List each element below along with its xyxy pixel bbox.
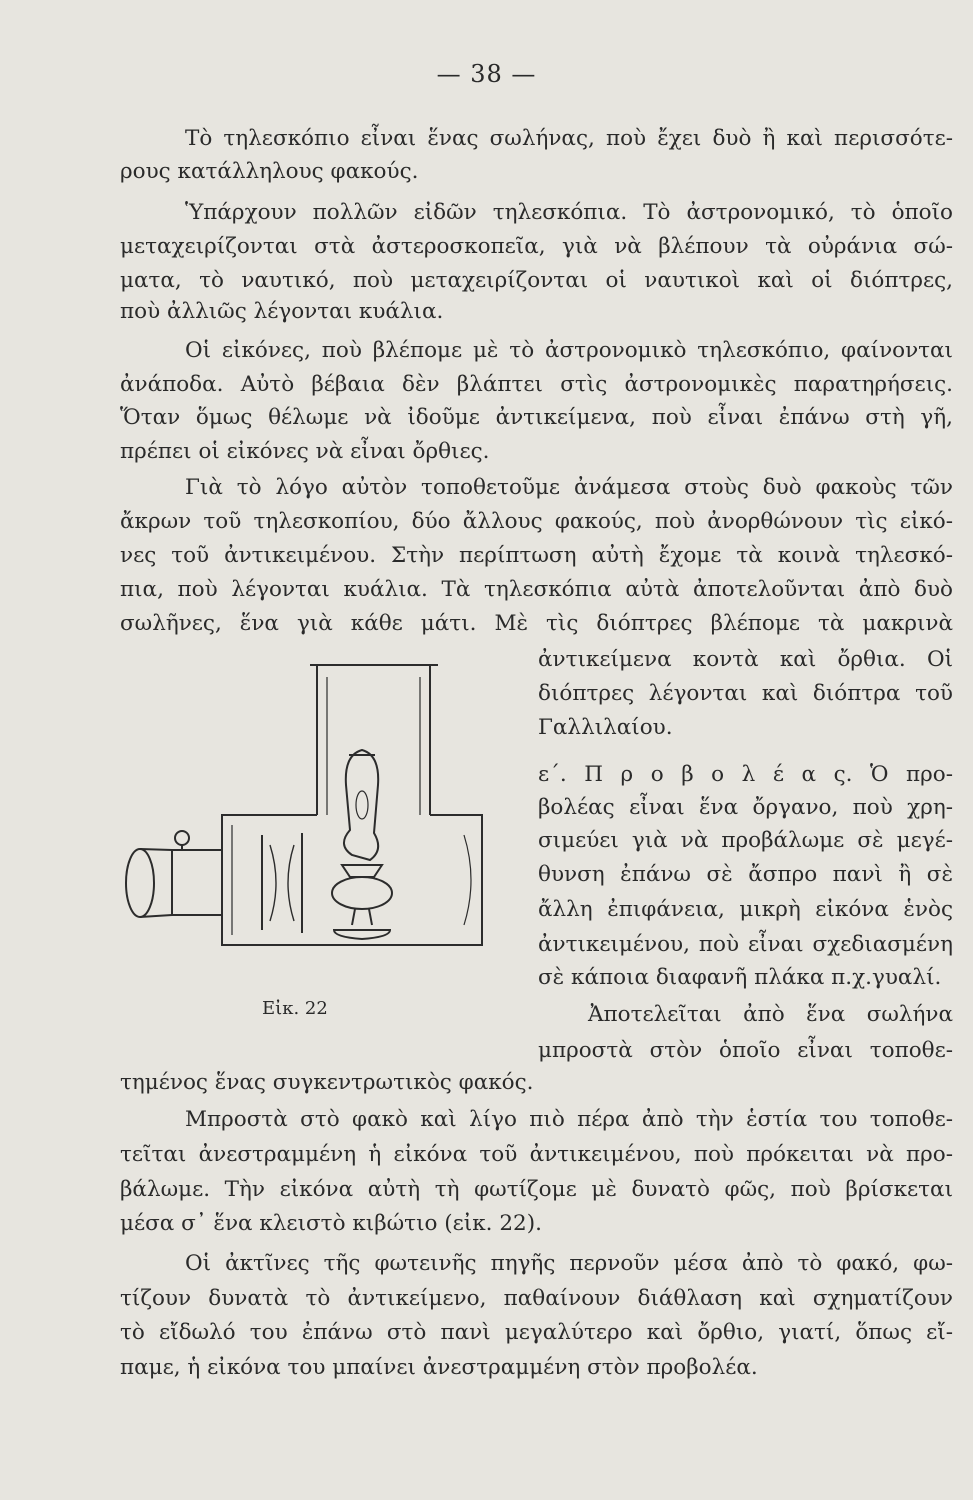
text-line: Γιὰ τὸ λόγο αὐτὸν τοποθετοῦμε ἀνάμεσα στοὺς δυὸ φακοὺς τῶν [185, 475, 953, 500]
text-line: βολέας εἶναι ἕνα ὄργανο, ποὺ χρη- [538, 795, 953, 820]
text-line: διόπτρες λέγονται καὶ διόπτρα τοῦ [538, 681, 953, 706]
text-line: Οἱ ἀκτῖνες τῆς φωτεινῆς πηγῆς περνοῦν μέσα ἀπὸ τὸ φακό, φω- [185, 1251, 953, 1276]
text-line: θυνση ἐπάνω σὲ ἄσπρο πανὶ ἢ σὲ [538, 862, 953, 887]
text-line: ἀντικειμένου, ποὺ εἶναι σχεδιασμένη [538, 932, 953, 957]
text-line: ἀνάποδα. Αὐτὸ βέβαια δὲν βλάπτει στὶς ἀστρονομικὲς παρατηρήσεις. [120, 372, 953, 397]
text-line: πια, ποὺ λέγονται κυάλια. Τὰ τηλεσκόπια αὐτὰ ἀποτελοῦνται ἀπὸ δυὸ [120, 577, 953, 602]
text-line: Ἀποτελεῖται ἀπὸ ἕνα σωλήνα [588, 1002, 953, 1027]
text-line: ποὺ ἀλλιῶς λέγονται κυάλια. [120, 299, 444, 324]
text-line: Τὸ τηλεσκόπιο εἶναι ἕνας σωλήνας, ποὺ ἔχει δυὸ ἢ καὶ περισσότε- [185, 126, 953, 151]
text-line: Μπροστὰ στὸ φακὸ καὶ λίγο πιὸ πέρα ἀπὸ τὴν ἑστία του τοποθε- [185, 1107, 953, 1132]
figure-caption: Εἰκ. 22 [262, 998, 328, 1019]
text-line: ρους κατάλληλους φακούς. [120, 159, 419, 184]
text-line: σωλῆνες, ἕνα γιὰ κάθε μάτι. Μὲ τὶς διόπτρες βλέπομε τὰ μακρινὰ [120, 611, 953, 636]
page-number: — 38 — [436, 60, 537, 88]
text-line: νες τοῦ ἀντικειμένου. Στὴν περίπτωση αὐτὴ ἔχομε τὰ κοινὰ τηλεσκό- [120, 543, 953, 568]
text-line: σὲ κάποια διαφανῆ πλάκα π.χ.γυαλί. [538, 965, 942, 990]
text-line: Γαλλιλαίου. [538, 715, 673, 740]
text-line: σιμεύει γιὰ νὰ προβάλωμε σὲ μεγέ- [538, 828, 953, 853]
text-line: ματα, τὸ ναυτικό, ποὺ μεταχειρίζονται οἱ ναυτικοὶ καὶ οἱ διόπτρες, [120, 268, 953, 293]
text-line: παμε, ἡ εἰκόνα του μπαίνει ἀνεστραμμένη στὸν προβολέα. [120, 1355, 758, 1380]
text-line: μπροστὰ στὸν ὁποῖο εἶναι τοποθε- [538, 1038, 953, 1063]
text-line: ἄκρων τοῦ τηλεσκοπίου, δύο ἄλλους φακούς, ποὺ ἀνορθώνουν τὶς εἰκό- [120, 509, 953, 534]
text-line: τὸ εἴδωλό του ἐπάνω στὸ πανὶ μεγαλύτερο καὶ ὄρθιο, γιατί, ὅπως εἴ- [120, 1320, 953, 1345]
text-line: τημένος ἕνας συγκεντρωτικὸς φακός. [120, 1070, 534, 1095]
text-line: τεῖται ἀνεστραμμένη ἡ εἰκόνα τοῦ ἀντικειμένου, ποὺ πρόκειται νὰ προ- [120, 1142, 953, 1167]
text-line: Ὅταν ὅμως θέλωμε νὰ ἰδοῦμε ἀντικείμενα, ποὺ εἶναι ἐπάνω στὴ γῆ, [120, 405, 953, 430]
text-line: μέσα σ᾿ ἕνα κλειστὸ κιβώτιο (εἰκ. 22). [120, 1211, 542, 1236]
text-line: μεταχειρίζονται στὰ ἀστεροσκοπεῖα, γιὰ νὰ βλέπουν τὰ οὐράνια σώ- [120, 234, 953, 259]
text-line: πρέπει οἱ εἰκόνες νὰ εἶναι ὄρθιες. [120, 439, 490, 464]
text-line: ἄλλη ἐπιφάνεια, μικρὴ εἰκόνα ἑνὸς [538, 897, 953, 922]
text-line: ε΄. Π ρ ο β ο λ έ α ς. Ὁ προ- [538, 762, 953, 787]
text-line: τίζουν δυνατὰ τὸ ἀντικείμενο, παθαίνουν διάθλαση καὶ σχηματίζουν [120, 1286, 953, 1311]
text-line: βάλωμε. Τὴν εἰκόνα αὐτὴ τὴ φωτίζομε μὲ δυνατὸ φῶς, ποὺ βρίσκεται [120, 1177, 953, 1202]
text-line: Οἱ εἰκόνες, ποὺ βλέπομε μὲ τὸ ἀστρονομικὸ τηλεσκόπιο, φαίνονται [185, 338, 953, 363]
projector-illustration [112, 655, 522, 985]
text-line: Ὑπάρχουν πολλῶν εἰδῶν τηλεσκόπια. Τὸ ἀστρονομικό, τὸ ὁποῖο [185, 200, 953, 225]
text-line: ἀντικείμενα κοντὰ καὶ ὄρθια. Οἱ [538, 647, 953, 672]
